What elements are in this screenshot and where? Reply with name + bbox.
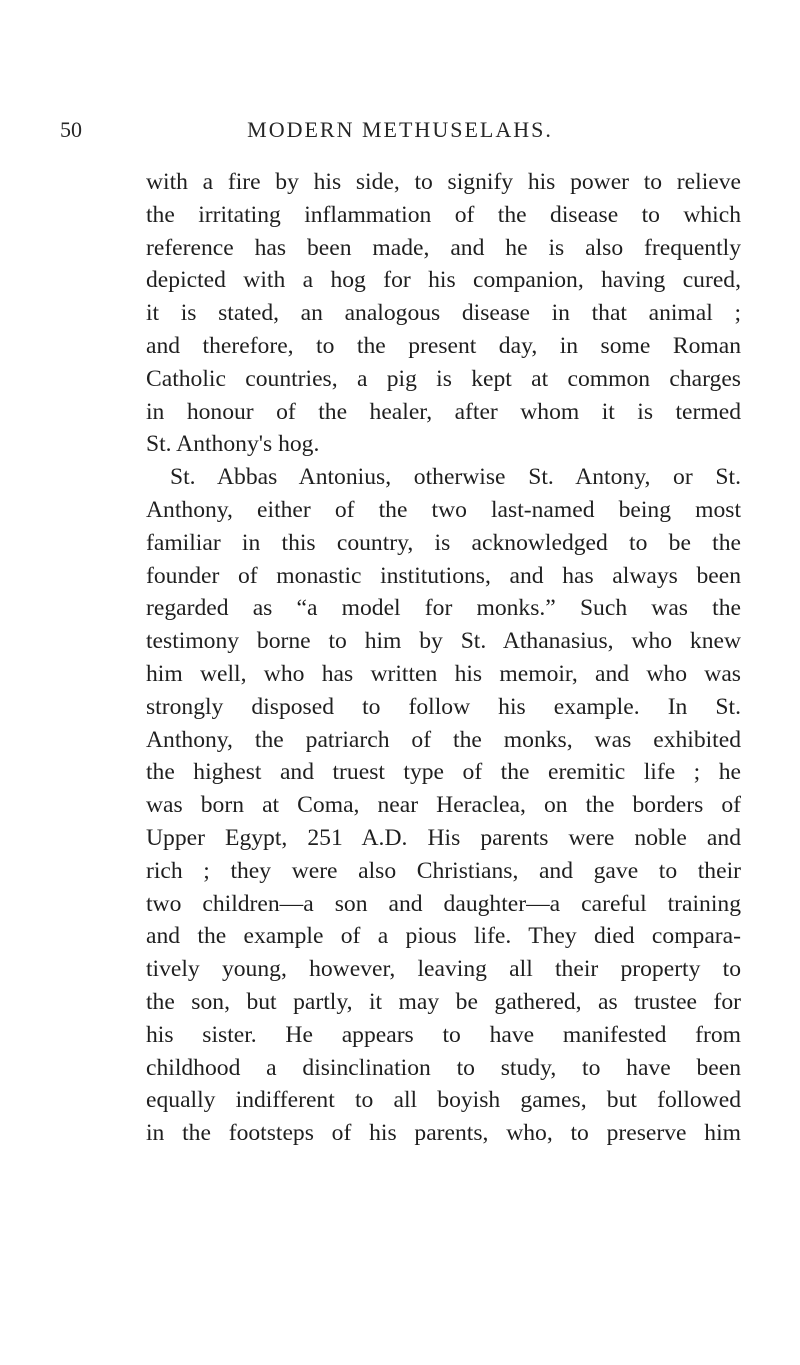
text-line: in honour of the healer, after whom it is termed: [146, 398, 741, 425]
text-line: testimony borne to him by St. Athanasius, who knew: [146, 628, 741, 655]
text-line: strongly disposed to follow his example. In St.: [146, 693, 741, 720]
text-line: equally indifferent to all boyish games, but followed: [146, 1087, 741, 1114]
running-head: [60, 117, 740, 147]
text-line: reference has been made, and he is also frequently: [146, 234, 741, 261]
text-line: Anthony, the patriarch of the monks, was exhibited: [146, 726, 741, 753]
text-line: regarded as “a model for monks.” Such was the: [146, 595, 741, 622]
text-line: was born at Coma, near Heraclea, on the borders of: [146, 792, 741, 819]
text-line: Anthony, either of the two last-named being most: [146, 496, 741, 523]
text-line: St. Anthony's hog.: [146, 431, 320, 458]
text-line: childhood a disinclination to study, to have been: [146, 1054, 741, 1081]
text-line: tively young, however, leaving all their property to: [146, 956, 741, 983]
text-line: familiar in this country, is acknowledged to be the: [146, 529, 741, 556]
text-line: his sister. He appears to have manifested from: [146, 1021, 741, 1048]
text-line: and therefore, to the present day, in some Roman: [146, 332, 741, 359]
running-title: MODERN METHUSELAHS.: [247, 117, 553, 142]
text-line: the highest and truest type of the eremitic life ; he: [146, 759, 741, 786]
page-number: 50: [60, 117, 82, 142]
text-line: Catholic countries, a pig is kept at common charges: [146, 365, 741, 392]
text-line: rich ; they were also Christians, and gave to their: [146, 857, 741, 884]
text-line: depicted with a hog for his companion, having cured,: [146, 267, 741, 294]
text-line: Upper Egypt, 251 A.D. His parents were noble and: [146, 824, 741, 851]
text-line: in the footsteps of his parents, who, to preserve him: [146, 1120, 741, 1147]
text-line: the son, but partly, it may be gathered, as trustee for: [146, 988, 741, 1015]
text-line: the irritating inflammation of the disease to which: [146, 201, 741, 228]
text-line: with a fire by his side, to signify his power to relieve: [146, 169, 741, 195]
text-line: and the example of a pious life. They died compara-: [146, 923, 741, 950]
text-line: two children—a son and daughter—a careful training: [146, 890, 741, 917]
text-line: founder of monastic institutions, and has always been: [146, 562, 741, 589]
text-line: it is stated, an analogous disease in that animal ;: [146, 300, 741, 327]
body-text: [146, 166, 741, 1150]
text-line: St. Abbas Antonius, otherwise St. Antony, or St.: [170, 464, 741, 491]
text-line: him well, who has written his memoir, and who was: [146, 660, 741, 687]
